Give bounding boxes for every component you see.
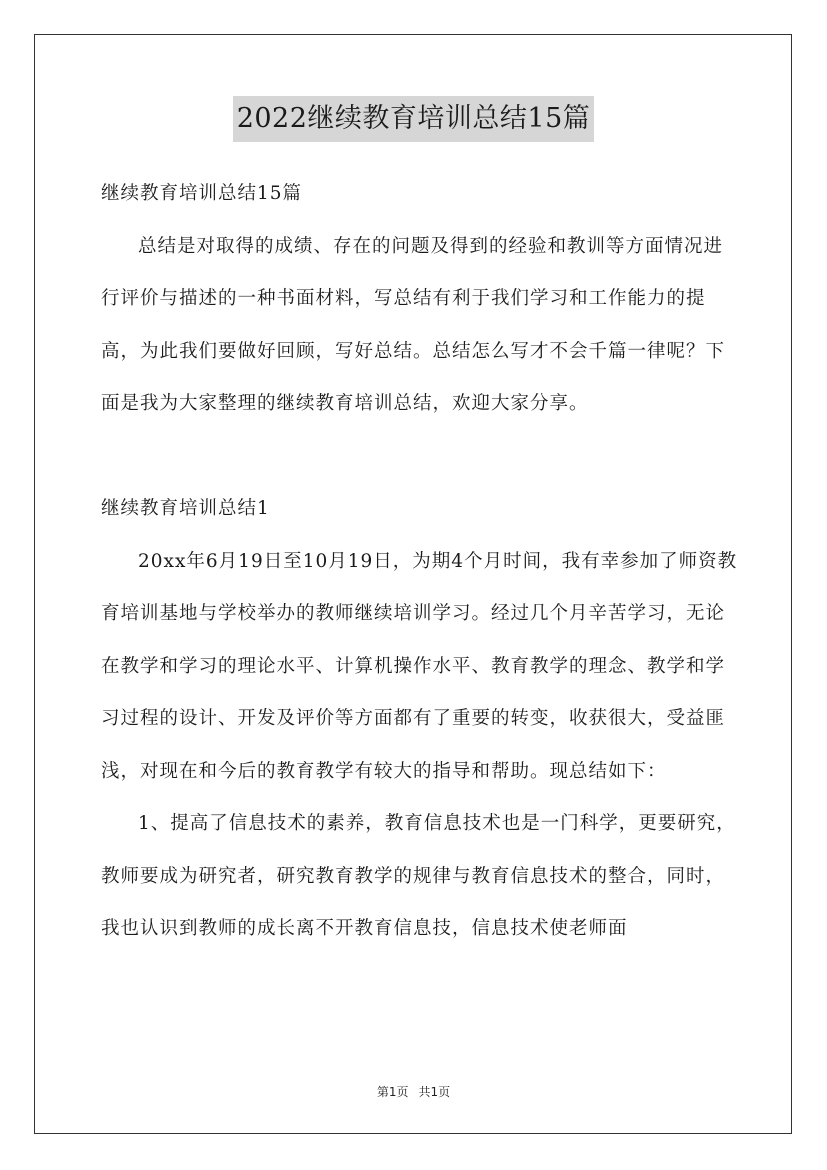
title-container [0, 96, 827, 142]
body-paragraph-2: 1、提高了信息技术的素养，教育信息技术也是一门科学，更要研究，教师要成为研究者，研究教育教学的规律与教育信息技术的整合，同时，我也认识到教师的成长离不开教育信息技，信息技术使老师面 [101, 813, 736, 939]
document-body [101, 168, 741, 956]
page-footer [0, 1083, 827, 1100]
section-heading: 继续教育培训总结1 [101, 498, 270, 519]
document-subtitle: 继续教育培训总结15篇 [101, 183, 303, 204]
page-total: 共1页 [418, 1085, 451, 1099]
document-title: 2022继续教育培训总结15篇 [233, 96, 595, 142]
page-number: 第1页 [376, 1085, 409, 1099]
intro-paragraph: 总结是对取得的成绩、存在的问题及得到的经验和教训等方面情况进行评价与描述的一种书面材料，写总结有利于我们学习和工作能力的提高，为此我们要做好回顾，写好总结。总结怎么写才不会千篇一律呢？下面是我为大家整理的继续教育培训总结，欢迎大家分享。 [101, 235, 726, 414]
body-paragraph-1: 20xx年6月19日至10月19日，为期4个月时间，我有幸参加了师资教育培训基地与学校举办的教师继续培训学习。经过几个月辛苦学习，无论在教学和学习的理论水平、计算机操作水平、教育教学的理念、教学和学习过程的设计、开发及评价等方面都有了重要的转变，收获很大，受益匪浅，对现在和今后的教育教学有较大的指导和帮助。现总结如下： [101, 550, 738, 782]
blank-line [101, 431, 741, 484]
